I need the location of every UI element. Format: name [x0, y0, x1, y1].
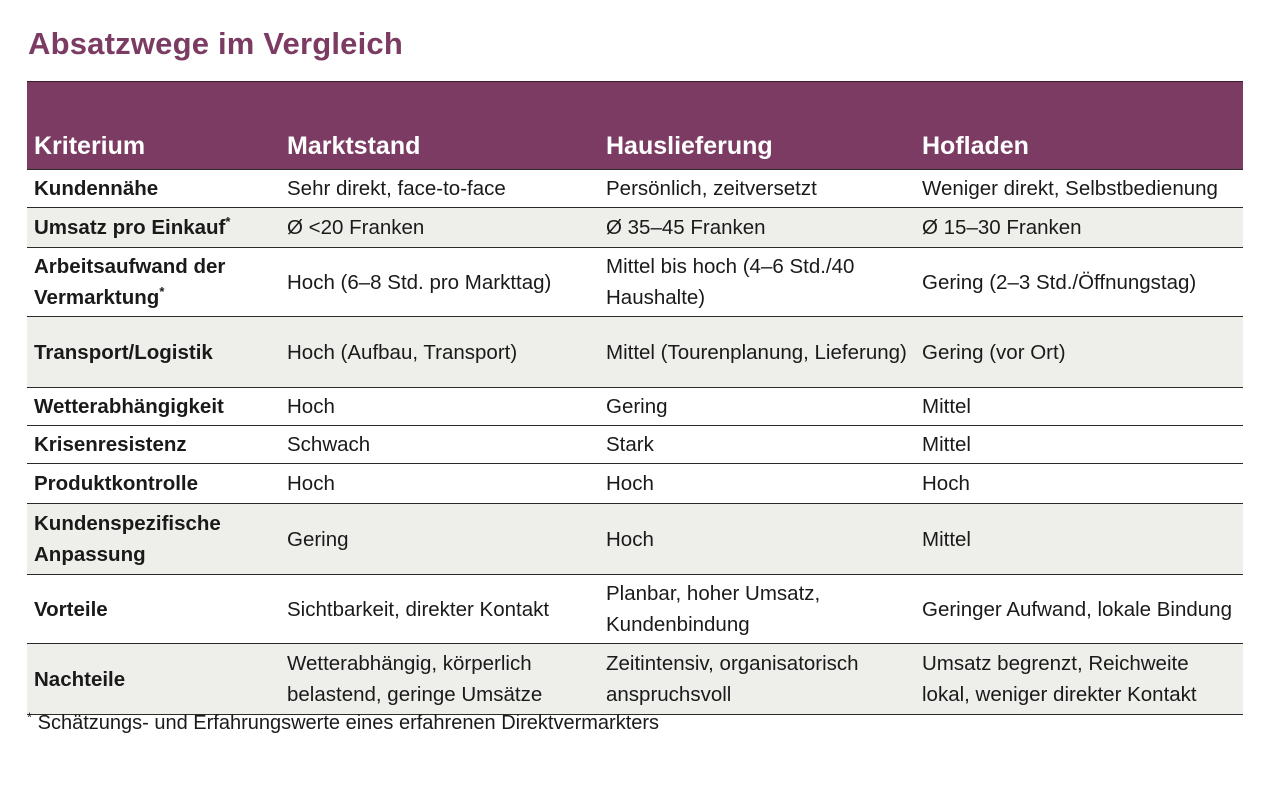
header-hofladen: Hofladen — [922, 132, 1029, 160]
table-row — [27, 504, 1243, 575]
criterion-cell — [27, 504, 280, 575]
cell-marktstand: Sehr direkt, face-to-face — [287, 177, 506, 200]
header-hauslieferung: Hauslieferung — [606, 132, 773, 160]
cell-hauslieferung: Mittel bis hoch (4–6 Std./40 Haushalte) — [606, 255, 855, 309]
criterion-cell — [27, 426, 280, 464]
cell-marktstand: Hoch (Aufbau, Transport) — [287, 340, 518, 364]
footnote-marker: * — [225, 214, 231, 230]
table-row — [27, 248, 1243, 317]
table-row — [27, 388, 1243, 426]
criterion-cell — [27, 388, 280, 426]
cell-hofladen: Gering (2–3 Std./Öffnungstag) — [922, 270, 1197, 294]
table-row — [27, 170, 1243, 208]
cell-marktstand: Wetterabhängig, körperlich belastend, geringe Umsätze — [287, 652, 543, 706]
cell-hofladen: Geringer Aufwand, lokale Bindung — [922, 597, 1232, 621]
header-marktstand: Marktstand — [287, 132, 421, 160]
criterion-cell — [27, 170, 280, 208]
criterion-label: Transport/Logistik — [34, 340, 213, 364]
criterion-cell — [27, 464, 280, 504]
cell-marktstand: Gering — [287, 527, 349, 551]
cell-hauslieferung: Hoch — [606, 527, 654, 551]
cell-marktstand: Hoch — [287, 395, 335, 418]
header-criterion: Kriterium — [34, 132, 146, 160]
table-header-row — [27, 82, 1243, 170]
footnote-marker: * — [159, 284, 165, 300]
criterion-label: Produktkontrolle — [34, 472, 199, 495]
cell-hofladen: Mittel — [922, 527, 971, 551]
criterion-cell — [27, 208, 280, 248]
cell-hauslieferung: Mittel (Tourenplanung, Lieferung) — [606, 340, 907, 364]
table-row — [27, 464, 1243, 504]
cell-hofladen: Gering (vor Ort) — [922, 340, 1066, 364]
footnote — [27, 709, 660, 735]
cell-hofladen: Ø 15–30 Franken — [922, 216, 1082, 239]
cell-hauslieferung: Stark — [606, 433, 654, 456]
table-row — [27, 426, 1243, 464]
table-row — [27, 208, 1243, 248]
criterion-label: Arbeitsaufwand der Vermarktung — [34, 255, 226, 309]
criterion-label: Vorteile — [34, 597, 108, 621]
cell-marktstand: Hoch (6–8 Std. pro Markttag) — [287, 270, 552, 294]
cell-marktstand: Ø <20 Franken — [287, 216, 425, 239]
comparison-table — [27, 81, 1243, 715]
page-title: Absatzwege im Vergleich — [28, 26, 404, 61]
criterion-cell — [27, 575, 280, 644]
criterion-cell — [27, 317, 280, 388]
criterion-label: Nachteile — [34, 667, 126, 691]
criterion-label: Kundenspezifische Anpassung — [34, 512, 221, 566]
cell-hauslieferung: Gering — [606, 395, 668, 418]
criterion-label: Kundennähe — [34, 177, 159, 200]
cell-hofladen: Mittel — [922, 395, 971, 418]
criterion-label: Krisenresistenz — [34, 433, 187, 456]
cell-marktstand: Schwach — [287, 433, 371, 456]
criterion-cell — [27, 644, 280, 715]
criterion-label: Wetterabhängigkeit — [34, 395, 224, 418]
cell-marktstand: Hoch — [287, 472, 335, 495]
cell-hauslieferung: Zeitintensiv, organisatorisch anspruchsvoll — [606, 652, 859, 706]
footnote-marker: * — [27, 709, 33, 725]
criterion-label: Umsatz pro Einkauf — [34, 216, 226, 239]
cell-marktstand: Sichtbarkeit, direkter Kontakt — [287, 597, 550, 621]
cell-hauslieferung: Hoch — [606, 472, 654, 495]
cell-hofladen: Mittel — [922, 433, 971, 456]
table-row — [27, 644, 1243, 715]
cell-hauslieferung: Persönlich, zeitversetzt — [606, 177, 817, 200]
cell-hauslieferung: Planbar, hoher Umsatz, Kundenbindung — [606, 582, 821, 636]
table-row — [27, 575, 1243, 644]
cell-hauslieferung: Ø 35–45 Franken — [606, 216, 766, 239]
cell-hofladen: Weniger direkt, Selbstbedienung — [922, 177, 1218, 200]
criterion-cell — [27, 248, 280, 317]
cell-hofladen: Umsatz begrenzt, Reichweite lokal, weniger direkter Kontakt — [922, 652, 1197, 706]
footnote-text: Schätzungs- und Erfahrungswerte eines erfahrenen Direktvermarkters — [37, 712, 660, 734]
table-row — [27, 317, 1243, 388]
cell-hofladen: Hoch — [922, 472, 970, 495]
